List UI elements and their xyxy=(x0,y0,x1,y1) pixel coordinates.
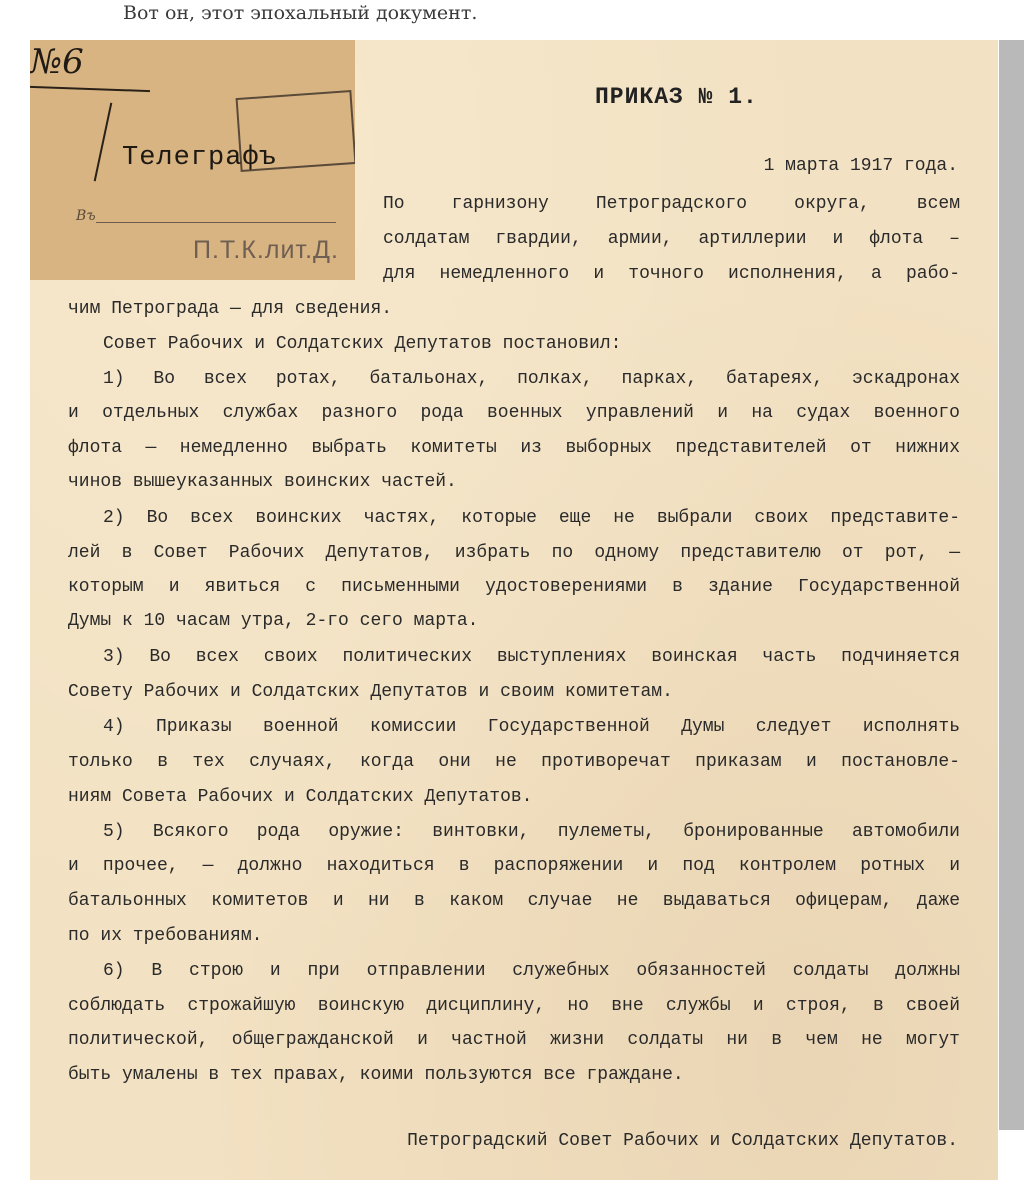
text-line: ниям Совета Рабочих и Солдатских Депутатов. xyxy=(68,787,533,807)
text-line: 3) Во всех своих политических выступлениях воинская часть подчиняется xyxy=(103,647,960,667)
stamp-v-line xyxy=(96,222,336,223)
signature: Петроградский Совет Рабочих и Солдатских Депутатов. xyxy=(407,1131,958,1151)
text-line: Совет Рабочих и Солдатских Депутатов постановил: xyxy=(103,334,622,354)
stamp-underline xyxy=(30,86,150,92)
text-line: 5) Всякого рода оружие: винтовки, пулеметы, бронированные автомобили xyxy=(103,822,960,842)
text-line: Думы к 10 часам утра, 2-го сего марта. xyxy=(68,611,479,631)
text-line: быть умалены в тех правах, коими пользуются все граждане. xyxy=(68,1065,684,1085)
document-page xyxy=(30,40,998,1180)
text-line: чим Петрограда — для сведения. xyxy=(68,299,393,319)
text-line: 4) Приказы военной комиссии Государственной Думы следует исполнять xyxy=(103,717,960,737)
stamp-stroke xyxy=(94,103,113,182)
stamp-v-label: Въ xyxy=(76,208,96,224)
text-line: 1) Во всех ротах, батальонах, полках, парках, батареях, эскадронах xyxy=(103,369,960,389)
text-line: 2) Во всех воинских частях, которые еще не выбрали своих представите- xyxy=(103,508,960,528)
text-line: по их требованиям. xyxy=(68,926,263,946)
stamp-number: №6 xyxy=(30,42,84,82)
telegraph-stamp xyxy=(30,40,355,280)
text-line: чинов вышеуказанных воинских частей. xyxy=(68,472,457,492)
text-line: для немедленного и точного исполнения, а рабо- xyxy=(383,264,960,284)
text-line: По гарнизону Петроградского округа, всем xyxy=(383,194,960,214)
text-line: соблюдать строжайшую воинскую дисциплину, но вне службы и строя, в своей xyxy=(68,996,960,1016)
text-line: Совету Рабочих и Солдатских Депутатов и своим комитетам. xyxy=(68,682,673,702)
stamp-telegraph: Телеграфъ xyxy=(122,143,277,173)
page-edge xyxy=(999,40,1024,1130)
text-line: которым и явиться с письменными удостоверениями в здание Государственной xyxy=(68,577,960,597)
text-line: солдатам гвардии, армии, артиллерии и флота – xyxy=(383,229,960,249)
caption: Вот он, этот эпохальный документ. xyxy=(123,2,478,24)
text-line: политической, общегражданской и частной жизни солдаты ни в чем не могут xyxy=(68,1030,960,1050)
text-line: лей в Совет Рабочих Депутатов, избрать по одному представителю от рот, — xyxy=(68,543,960,563)
stamp-ptk: П.Т.К.лит.Д. xyxy=(193,236,339,264)
text-line: только в тех случаях, когда они не противоречат приказам и постановле- xyxy=(68,752,960,772)
text-line: и прочее, — должно находиться в распоряжении и под контролем ротных и xyxy=(68,856,960,876)
text-line: батальонных комитетов и ни в каком случае не выдаваться офицерам, даже xyxy=(68,891,960,911)
text-line: флота — немедленно выбрать комитеты из выборных представителей от нижних xyxy=(68,438,960,458)
document-date: 1 марта 1917 года. xyxy=(763,156,958,176)
document-title: ПРИКАЗ № 1. xyxy=(595,84,758,110)
text-line: 6) В строю и при отправлении служебных обязанностей солдаты должны xyxy=(103,961,960,981)
text-line: и отдельных службах разного рода военных управлений и на судах военного xyxy=(68,403,960,423)
